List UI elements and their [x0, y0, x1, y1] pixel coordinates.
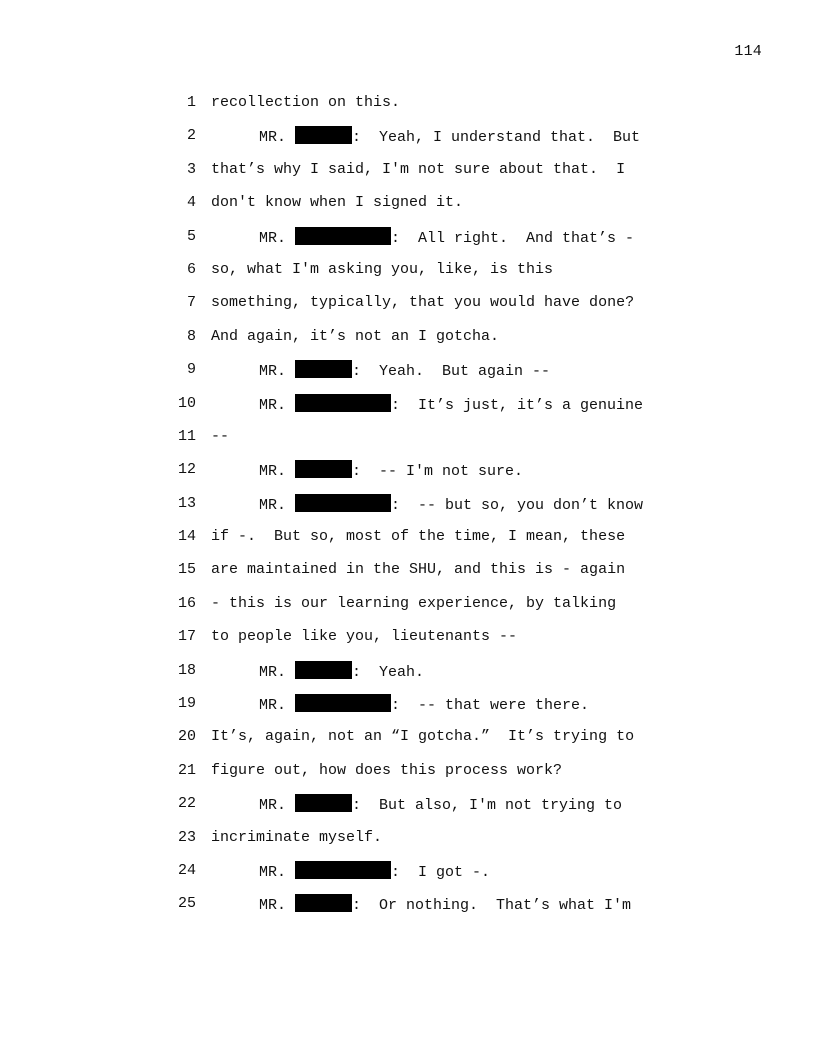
speaker-text: : Yeah. But again -- — [352, 363, 551, 381]
line-text: figure out, how does this process work? — [211, 761, 563, 779]
redaction-box — [295, 360, 352, 378]
line-number: 19 — [177, 695, 196, 713]
line-number: 3 — [186, 160, 196, 178]
redaction-box — [295, 694, 391, 712]
speaker-prefix: MR. — [259, 129, 296, 147]
redaction-box — [295, 494, 391, 512]
speaker-line — [259, 894, 631, 916]
speaker-text: : It’s just, it’s a genuine — [391, 396, 644, 414]
line-text: are maintained in the SHU, and this is - again — [211, 561, 626, 579]
transcript-line — [0, 661, 816, 694]
line-number: 13 — [177, 494, 196, 512]
speaker-prefix: MR. — [259, 363, 296, 381]
speaker-prefix: MR. — [259, 496, 296, 514]
redaction-box — [295, 227, 391, 245]
line-number: 17 — [177, 628, 196, 646]
speaker-text: : Yeah, I understand that. But — [352, 129, 641, 147]
redaction-box — [295, 126, 352, 144]
transcript-line — [0, 861, 816, 894]
line-text: -- — [211, 427, 230, 445]
speaker-prefix: MR. — [259, 663, 296, 681]
line-text: if -. But so, most of the time, I mean, these — [211, 528, 626, 546]
line-text: to people like you, lieutenants -- — [211, 628, 518, 646]
speaker-prefix: MR. — [259, 697, 296, 715]
line-number: 11 — [177, 427, 196, 445]
redaction-box — [295, 394, 391, 412]
speaker-line — [259, 861, 490, 883]
speaker-prefix: MR. — [259, 229, 296, 247]
transcript-line — [0, 494, 816, 527]
line-number: 1 — [186, 94, 196, 111]
line-text: recollection on this. — [211, 94, 401, 111]
speaker-prefix: MR. — [259, 863, 296, 881]
transcript-line — [0, 794, 816, 827]
speaker-line — [259, 694, 589, 716]
speaker-prefix: MR. — [259, 897, 296, 915]
redaction-box — [295, 661, 352, 679]
transcript-line — [0, 93, 816, 126]
speaker-line — [259, 394, 643, 416]
speaker-text: : -- but so, you don’t know — [391, 496, 644, 514]
page-number: 114 — [734, 43, 762, 60]
transcript-line — [0, 126, 816, 159]
redaction-box — [295, 460, 352, 478]
speaker-text: : I got -. — [391, 863, 491, 881]
line-number: 24 — [177, 861, 196, 879]
transcript-line — [0, 761, 816, 794]
transcript-line — [0, 327, 816, 360]
transcript-line — [0, 227, 816, 260]
speaker-line — [259, 460, 523, 482]
line-number: 15 — [177, 561, 196, 579]
speaker-text: : All right. And that’s - — [391, 229, 635, 247]
speaker-text: : Yeah. — [352, 663, 425, 681]
line-number: 7 — [186, 294, 196, 312]
line-text: so, what I'm asking you, like, is this — [211, 260, 554, 278]
transcript-line — [0, 527, 816, 560]
speaker-line — [259, 794, 622, 816]
transcript-line — [0, 160, 816, 193]
transcript-line — [0, 727, 816, 760]
transcript-line — [0, 694, 816, 727]
line-number: 21 — [177, 761, 196, 779]
transcript-line — [0, 427, 816, 460]
line-number: 23 — [177, 828, 196, 846]
line-number: 18 — [177, 661, 196, 679]
transcript-line — [0, 627, 816, 660]
speaker-text: : Or nothing. That’s what I'm — [352, 897, 632, 915]
line-text: And again, it’s not an I gotcha. — [211, 327, 500, 345]
line-number: 5 — [186, 227, 196, 245]
line-number: 20 — [177, 728, 196, 746]
speaker-line — [259, 227, 634, 249]
transcript-line — [0, 460, 816, 493]
speaker-text: : -- I'm not sure. — [352, 463, 524, 481]
line-number: 25 — [177, 895, 196, 913]
speaker-line — [259, 126, 640, 148]
transcript-line — [0, 394, 816, 427]
line-number: 6 — [186, 260, 196, 278]
redaction-box — [295, 894, 352, 912]
transcript-line — [0, 560, 816, 593]
speaker-prefix: MR. — [259, 396, 296, 414]
line-number: 9 — [186, 361, 196, 379]
speaker-prefix: MR. — [259, 463, 296, 481]
redaction-box — [295, 794, 352, 812]
transcript-line — [0, 260, 816, 293]
speaker-line — [259, 360, 550, 382]
transcript-line — [0, 193, 816, 226]
line-text: something, typically, that you would have done? — [211, 294, 635, 312]
line-number: 2 — [186, 127, 196, 145]
speaker-line — [259, 494, 643, 516]
transcript-line — [0, 828, 816, 861]
line-number: 4 — [186, 194, 196, 212]
line-text: It’s, again, not an “I gotcha.” It’s trying to — [211, 728, 635, 746]
speaker-text: : -- that were there. — [391, 697, 590, 715]
line-text: don't know when I signed it. — [211, 194, 464, 212]
line-number: 14 — [177, 528, 196, 546]
transcript-line — [0, 594, 816, 627]
speaker-line — [259, 661, 424, 683]
line-number: 8 — [186, 327, 196, 345]
transcript-body — [0, 93, 816, 928]
line-text: incriminate myself. — [211, 828, 383, 846]
line-number: 22 — [177, 795, 196, 813]
speaker-text: : But also, I'm not trying to — [352, 797, 623, 815]
redaction-box — [295, 861, 391, 879]
line-number: 16 — [177, 594, 196, 612]
line-text: that’s why I said, I'm not sure about that. I — [211, 160, 626, 178]
transcript-line — [0, 293, 816, 326]
line-number: 10 — [177, 394, 196, 412]
speaker-prefix: MR. — [259, 797, 296, 815]
transcript-line — [0, 894, 816, 927]
transcript-line — [0, 360, 816, 393]
line-text: - this is our learning experience, by talking — [211, 594, 617, 612]
line-number: 12 — [177, 461, 196, 479]
